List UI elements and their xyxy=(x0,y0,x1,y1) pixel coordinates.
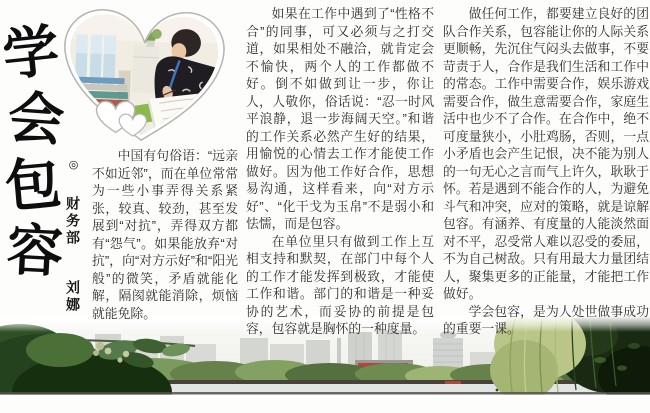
article-paragraph: 学会包容，是为人处世做事成功的重要一课。 xyxy=(443,303,649,336)
article-paragraph: 如果在工作中遇到了“性格不合”的同事，可又必须与之打交道，如果相处不融洽，就肯定会不愉快，两个人的工作都做不好。倒不如做到让一步，你让人，人敬你，俗话说：“忍一时风平浪静，退一步海阔天空。”和谐的工作关系必然产生好的结果，用愉悦的心情去工作才能使工作做好。因为他工作好合作，思想易沟通，这样看来，向“对方示好”、“化干戈为玉帛”不是弱小和怯懦，而是包容。 xyxy=(246,6,434,231)
text-column-1 xyxy=(92,147,238,322)
byline-author: 刘娜 xyxy=(65,280,81,314)
text-column-3 xyxy=(443,5,649,338)
article-title-vertical xyxy=(0,18,67,284)
article-paragraph: 做任何工作，都要建立良好的团队合作关系，包容能让你的人际关系更顺畅，先沉住气闷头去做事，不要苛责于人，合作是我们生活和工作中的常态。工作中需要合作，娱乐游戏需要合作，做生意需要合作，家庭生活中也少不了合作。在合作中，绝不可度量狭小，小肚鸡肠，否则，一点小矛盾也会产生记恨，决不能为别人的一句无心之言而气上许久，耿耿于怀。若是遇到不能合作的人，为避免斗气和冲突，应对的策略，就是谅解包容。有涵养、有度量的人能淡然面对不平，忍受常人难以忍受的委屈，不为自己树敌。只有用最大力量团结人，聚集更多的正能量，才能把工作做好。 xyxy=(443,6,649,301)
photo-bottom-edge xyxy=(0,392,650,395)
embankment xyxy=(110,380,650,385)
byline-marker-icon: ◎ xyxy=(67,158,79,171)
article-title-char: 会 xyxy=(5,85,67,153)
byline-department: 财务部 xyxy=(65,196,81,247)
article-title-char: 容 xyxy=(5,217,65,284)
article-title-char: 包 xyxy=(2,150,64,219)
heart-photo xyxy=(46,0,241,154)
byline-vertical xyxy=(63,158,83,328)
article-title-char: 学 xyxy=(0,18,63,87)
article-paragraph: 在单位里只有做到工作上互相支持和默契，在部门中每个人的工作才能发挥到极致，才能使工作和谐。部门的和谐是一种妥协的艺术，而妥协的前提是包容，包容就是胸怀的一种度量。 xyxy=(246,233,434,336)
text-column-2 xyxy=(246,5,434,338)
article-paragraph: 中国有句俗语：“远亲不如近邻”，而在单位常常为一些小事弄得关系紧张，较真、较劲，甚至发展到“对抗”，弄得双方都有“怨气”。如果能放弃“对抗”，向“对方示好”和“阳光般”的微笑，矛盾就能化解，隔阂就能消除，烦恼就能免除。 xyxy=(92,148,238,321)
